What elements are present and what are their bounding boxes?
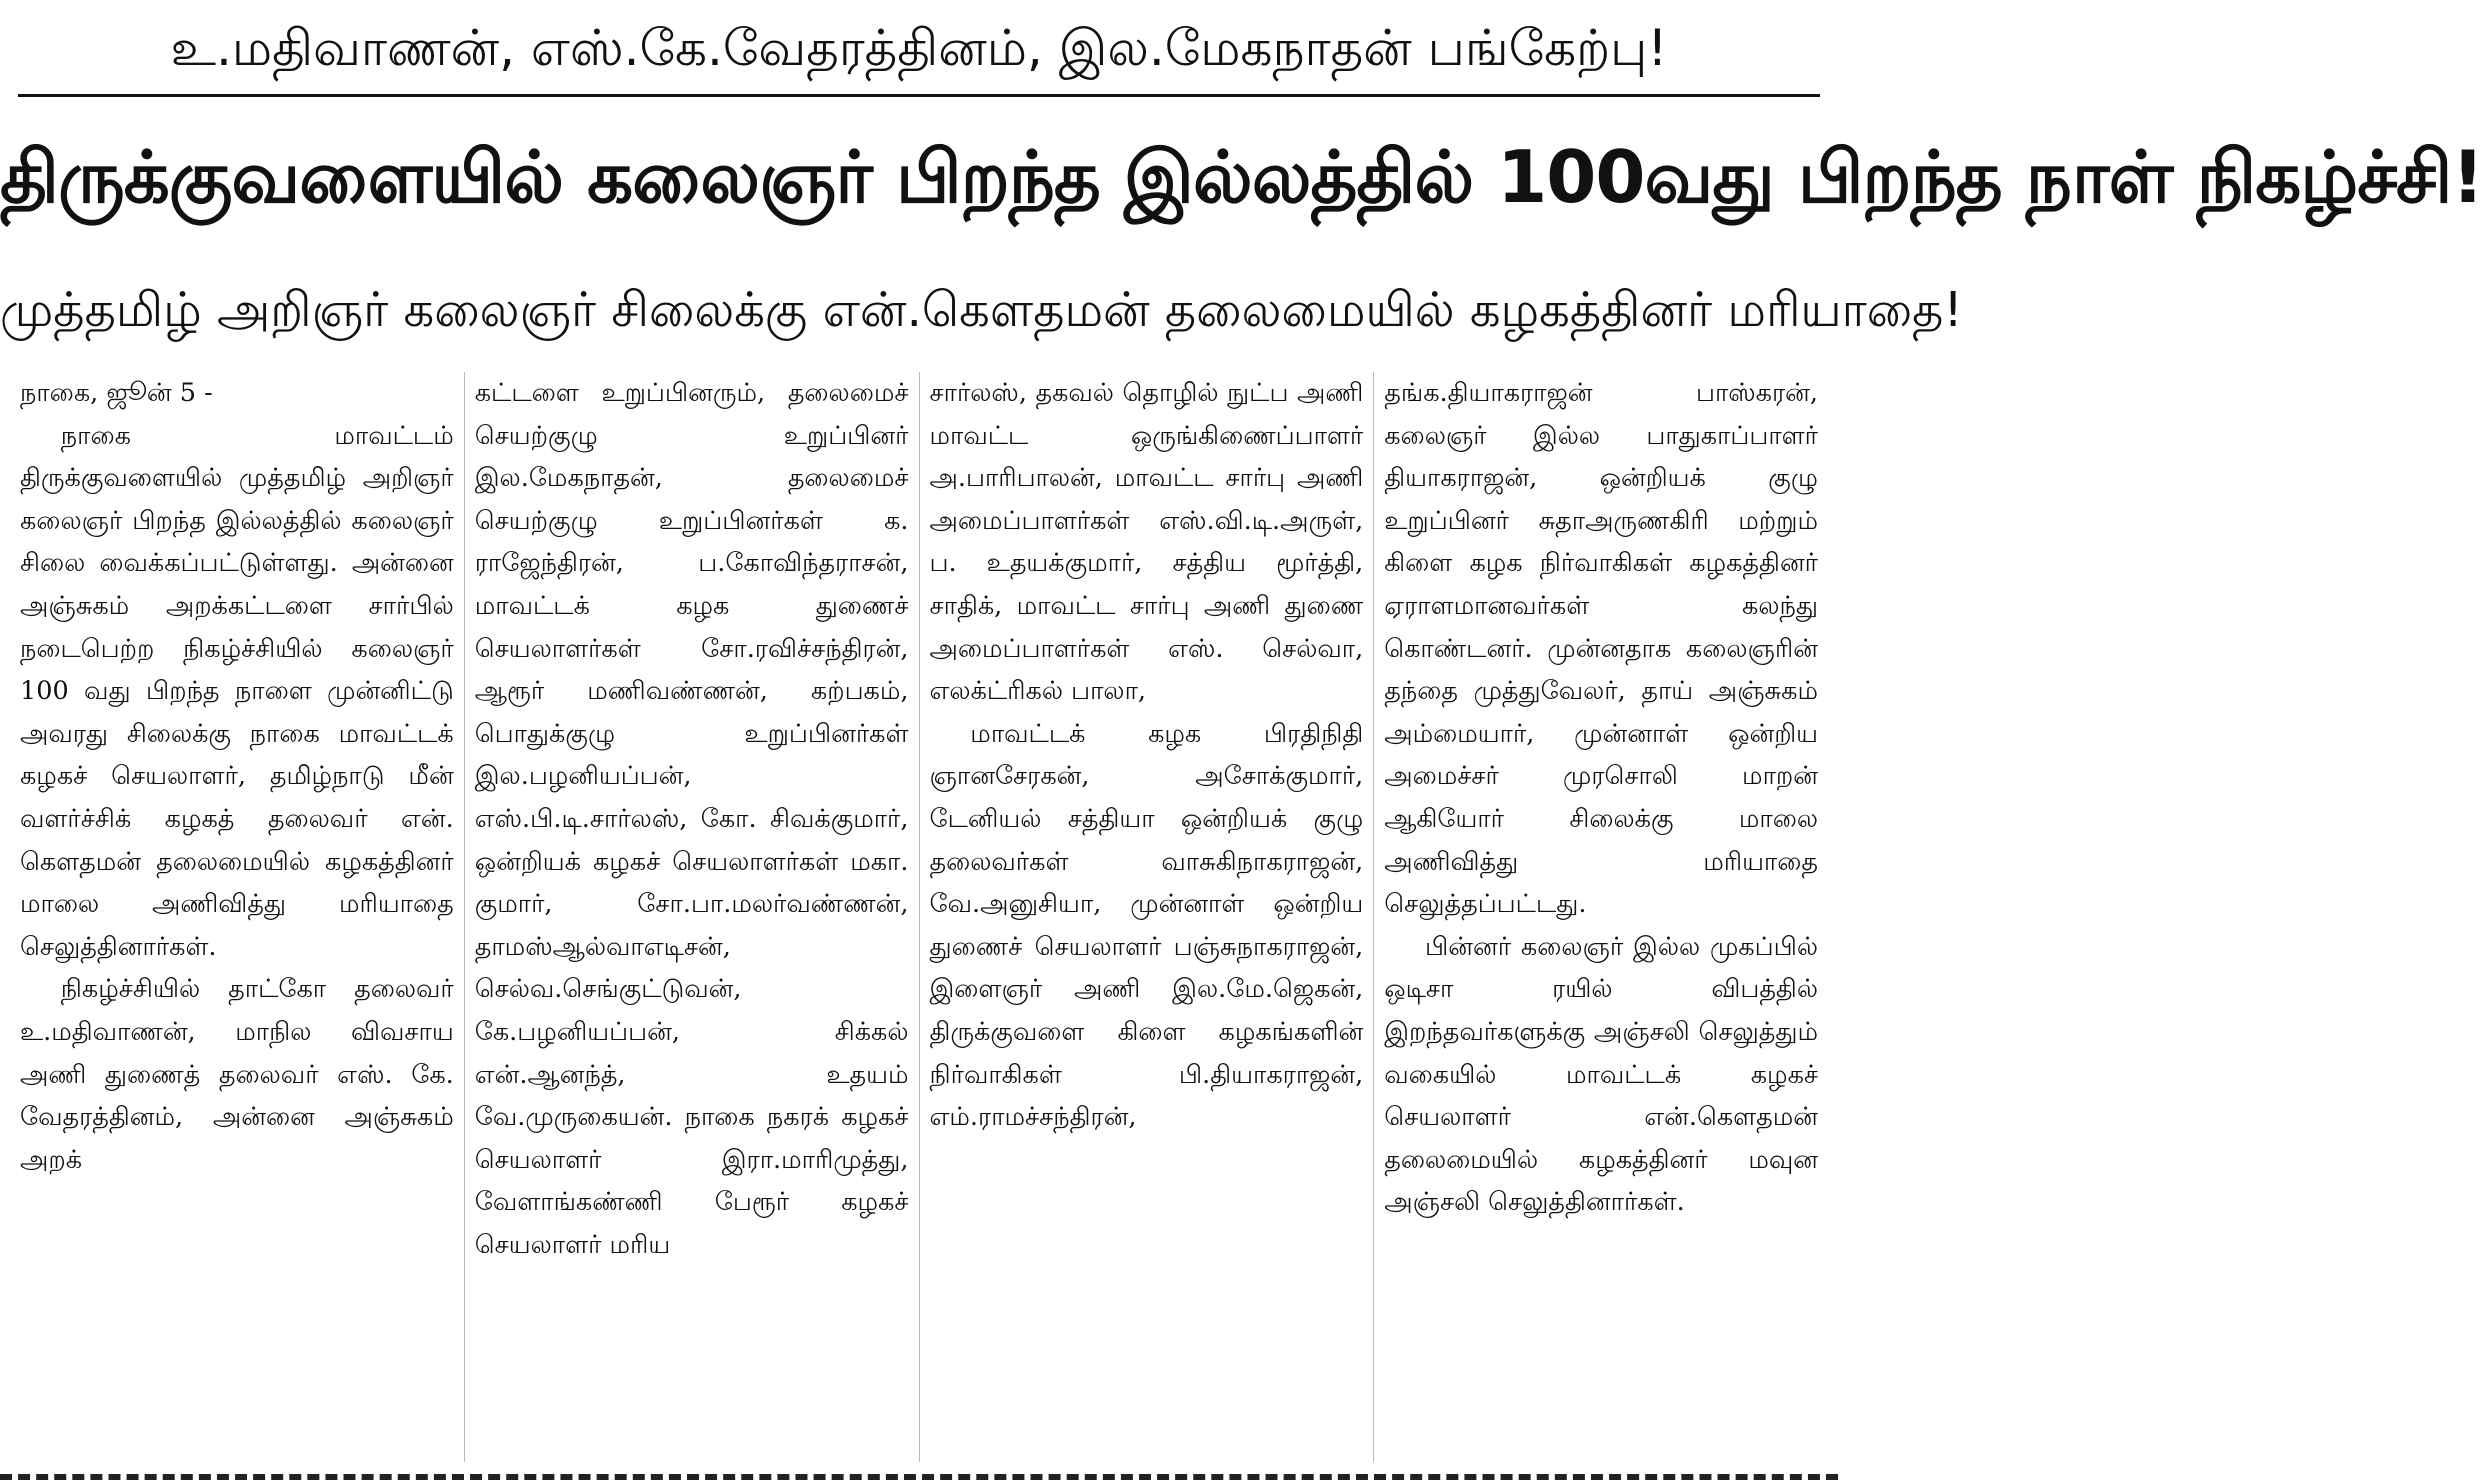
column-1-paragraph-1: நாகை மாவட்டம் திருக்குவளையில் முத்தமிழ் அறிஞர் கலைஞர் பிறந்த இல்லத்தில் கலைஞர் சிலை வைக்கப்பட்டுள்ளது. அன்னை அஞ்சுகம் அறக்கட்டளை சார்பில் நடைபெற்ற நிகழ்ச்சியில் கலைஞர் 100 வது பிறந்த நாளை முன்னிட்டு அவரது சிலைக்கு நாகை மாவட்டக் கழகச் செயலாளர், தமிழ்நாடு மீன் வளர்ச்சிக் கழகத் தலைவர் என். கௌதமன் தலைமையில் கழகத்தினர் மாலை அணிவித்து மரியாதை செலுத்தினார்கள். xyxy=(20,420,454,962)
kicker-line: உ.மதிவாணன், எஸ்.கே.வேதரத்தினம், இல.மேகநாதன் பங்கேற்பு! xyxy=(170,19,1668,77)
column-3 xyxy=(919,372,1374,1462)
column-4-paragraph-1: தங்க.தியாகராஜன் பாஸ்கரன், கலைஞர் இல்ல பாதுகாப்பாளர் தியாகராஜன், ஒன்றியக் குழு உறுப்பினர் சுதாஅருணகிரி மற்றும் கிளை கழக நிர்வாகிகள் கழகத்தினர் ஏராளமானவர்கள் கலந்து கொண்டனர். முன்னதாக கலைஞரின் தந்தை முத்துவேலர், தாய் அஞ்சுகம் அம்மையார், முன்னாள் ஒன்றிய அமைச்சர் முரசொலி மாறன் ஆகியோர் சிலைக்கு மாலை அணிவித்து மரியாதை செலுத்தப்பட்டது. xyxy=(1384,378,1818,920)
article-body xyxy=(10,372,1828,1462)
column-3-paragraph-2: மாவட்டக் கழக பிரதிநிதி ஞானசேரகன், அசோக்குமார், டேனியல் சத்தியா ஒன்றியக் குழு தலைவர்கள் வாசுகிநாகராஜன், வே.அனுசியா, முன்னாள் ஒன்றிய துணைச் செயலாளர் பஞ்சுநாகராஜன், இளைஞர் அணி இல.மே.ஜெகன், திருக்குவளை கிளை கழகங்களின் நிர்வாகிகள் பி.தியாகராஜன், எம்.ராமச்சந்திரன், xyxy=(929,718,1364,1133)
bottom-border xyxy=(0,1474,1838,1480)
column-1 xyxy=(10,372,464,1462)
kicker-divider xyxy=(18,94,1820,97)
column-3-paragraph-1: சார்லஸ், தகவல் தொழில் நுட்ப அணி மாவட்ட ஒருங்கிணைப்பாளர் அ.பாரிபாலன், மாவட்ட சார்பு அணி அமைப்பாளர்கள் எஸ்.வி.டி.அருள், ப. உதயக்குமார், சத்திய மூர்த்தி, சாதிக், மாவட்ட சார்பு அணி துணை அமைப்பாளர்கள் எஸ். செல்வா, எலக்ட்ரிகல் பாலா, xyxy=(929,378,1364,707)
column-4 xyxy=(1373,372,1828,1462)
headline: திருக்குவளையில் கலைஞர் பிறந்த இல்லத்தில் 100வது பிறந்த நாள் நிகழ்ச்சி! xyxy=(0,135,2483,219)
subheadline: முத்தமிழ் அறிஞர் கலைஞர் சிலைக்கு என்.கௌதமன் தலைமையில் கழகத்தினர் மரியாதை! xyxy=(0,282,1963,338)
column-4-paragraph-2: பின்னர் கலைஞர் இல்ல முகப்பில் ஒடிசா ரயில் விபத்தில் இறந்தவர்களுக்கு அஞ்சலி செலுத்தும் வகையில் மாவட்டக் கழகச் செயலாளர் என்.கௌதமன் தலைமையில் கழகத்தினர் மவுன அஞ்சலி செலுத்தினார்கள். xyxy=(1384,931,1818,1218)
column-1-paragraph-2: நிகழ்ச்சியில் தாட்கோ தலைவர் உ.மதிவாணன், மாநில விவசாய அணி துணைத் தலைவர் எஸ். கே. வேதரத்தினம், அன்னை அஞ்சுகம் அறக் xyxy=(20,974,454,1175)
dateline: நாகை, ஜூன் 5 - xyxy=(20,378,213,408)
column-2 xyxy=(464,372,919,1462)
column-2-paragraph-1: கட்டளை உறுப்பினரும், தலைமைச் செயற்குழு உறுப்பினர் இல.மேகநாதன், தலைமைச் செயற்குழு உறுப்பினர்கள் க. ராஜேந்திரன், ப.கோவிந்தராசன், மாவட்டக் கழக துணைச் செயலாளர்கள் சோ.ரவிச்சந்திரன், ஆரூர் மணிவண்ணன், கற்பகம், பொதுக்குழு உறுப்பினர்கள் இல.பழனியப்பன், எஸ்.பி.டி.சார்லஸ், கோ. சிவக்குமார், ஒன்றியக் கழகச் செயலாளர்கள் மகா. குமார், சோ.பா.மலர்வண்ணன், தாமஸ்ஆல்வாஎடிசன், செல்வ.செங்குட்டுவன், கே.பழனியப்பன், சிக்கல் என்.ஆனந்த், உதயம் வே.முருகையன். நாகை நகரக் கழகச் செயலாளர் இரா.மாரிமுத்து, வேளாங்கண்ணி பேரூர் கழகச் செயலாளர் மரிய xyxy=(474,378,909,1260)
